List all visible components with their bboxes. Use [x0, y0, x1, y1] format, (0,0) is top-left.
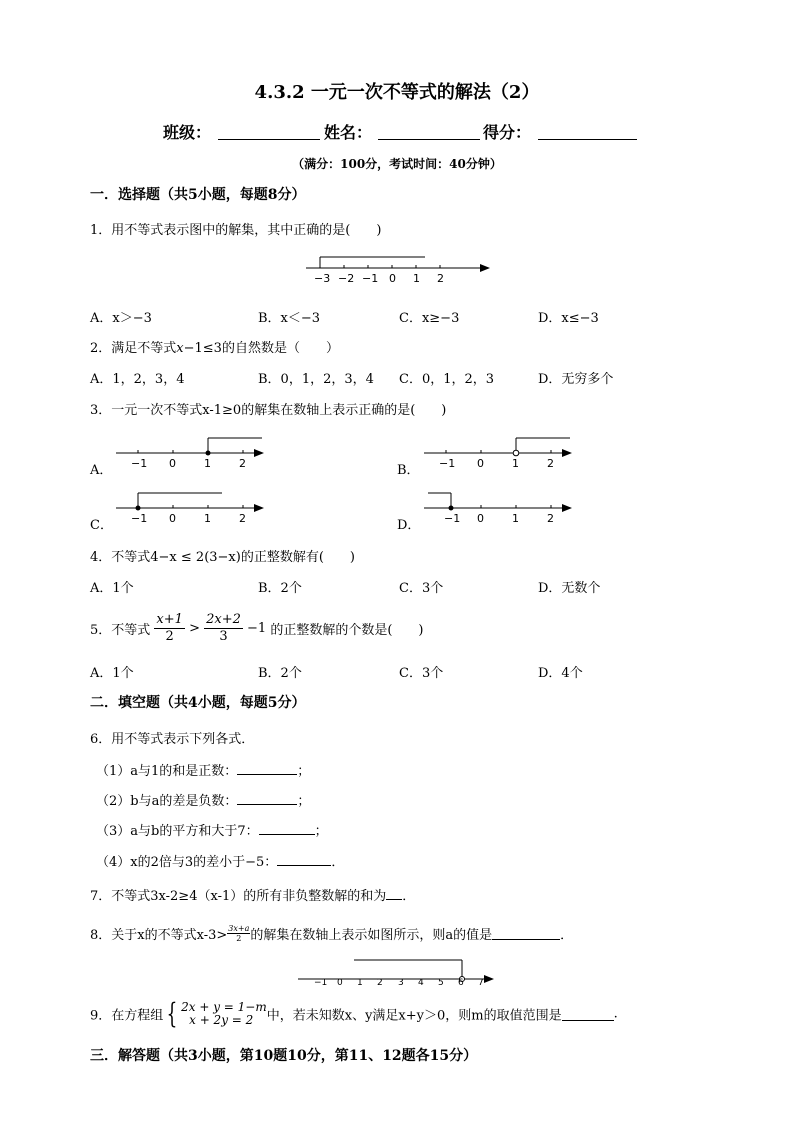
tick-label: −1 — [362, 272, 379, 285]
q5-option-b[interactable]: B．2个 — [258, 666, 302, 681]
q5-stem — [90, 612, 424, 645]
section2-heading: 二．填空题（共4小题，每题5分） — [90, 695, 306, 711]
q5-frac1-den: 2 — [165, 629, 174, 644]
q8-fraction — [227, 924, 250, 943]
q6-item-3 — [96, 820, 328, 839]
name-label: 姓名： — [324, 123, 373, 142]
q1-option-d[interactable]: D．x≤−3 — [538, 311, 599, 326]
q6-item-2 — [96, 790, 310, 809]
tick-label: 1 — [357, 978, 363, 988]
q8-end: ． — [560, 928, 574, 943]
score-label: 得分： — [483, 123, 532, 142]
tick-label: 0 — [477, 512, 484, 525]
q7-end: ． — [402, 889, 416, 904]
q6-item-3-blank[interactable] — [259, 822, 315, 835]
q8-stem — [90, 924, 573, 943]
q6-item-1-end: ； — [297, 764, 311, 779]
closed-dot — [449, 506, 454, 511]
q6-item-4-text: （4）x的2倍与3的差小于−5： — [96, 855, 278, 870]
axis-arrow — [562, 504, 572, 512]
q4-option-d[interactable]: D．无数个 — [538, 581, 601, 596]
closed-dot — [206, 451, 211, 456]
tick-label: 0 — [337, 978, 343, 988]
q8-number-line — [292, 953, 502, 989]
q2-option-a[interactable]: A．1，2，3，4 — [90, 372, 185, 387]
tick-label: −2 — [338, 272, 355, 285]
q2-option-b[interactable]: B．0，1，2，3，4 — [258, 372, 374, 387]
open-dot — [513, 450, 519, 456]
score-field[interactable] — [538, 122, 637, 140]
tick-label: 0 — [389, 272, 396, 285]
axis-arrow — [484, 975, 494, 983]
tick-label: −1 — [444, 512, 461, 525]
q3-option-d[interactable]: D． — [397, 518, 421, 533]
q6-item-1 — [96, 760, 310, 779]
tick-label: −1 — [439, 457, 456, 470]
tick-label: 2 — [239, 457, 246, 470]
q5-gt: > — [189, 621, 200, 636]
tick-label: 2 — [547, 457, 554, 470]
q6-item-2-text: （2）b与a的差是负数： — [96, 794, 238, 809]
tick-label: 2 — [547, 512, 554, 525]
q9-stem-prefix: 9．在方程组 — [90, 1008, 164, 1024]
q6-item-3-end: ； — [314, 824, 328, 839]
tick-label: 6 — [458, 978, 464, 988]
q9-eq2: x + 2y = 2 — [189, 1013, 254, 1027]
q7-stem-text: 7．不等式3x-2≥4（x-1）的所有非负整数解的和为 — [90, 889, 387, 904]
q4-option-a[interactable]: A．1个 — [90, 581, 134, 596]
tick-label: 1 — [204, 457, 211, 470]
q9-system — [181, 1001, 267, 1027]
q4-stem: 4．不等式4−x ≤ 2(3−x)的正整数解有( ) — [90, 550, 355, 565]
tick-label: 1 — [204, 512, 211, 525]
exam-note: （满分：100分，考试时间：40分钟） — [292, 157, 502, 171]
q6-item-4-blank[interactable] — [277, 853, 331, 866]
q8-stem-prefix: 8．关于x的不等式x-3> — [90, 928, 228, 943]
q6-item-1-blank[interactable] — [237, 762, 297, 775]
q2-option-c[interactable]: C．0，1，2，3 — [399, 372, 495, 387]
q3-option-b[interactable]: B． — [397, 463, 420, 478]
tick-label: 1 — [512, 457, 519, 470]
tick-label: 1 — [413, 272, 420, 285]
q5-stem-suffix: 的正整数解的个数是( ) — [270, 623, 424, 638]
q7-blank[interactable] — [386, 887, 402, 900]
tick-label: 0 — [169, 512, 176, 525]
q6-stem: 6．用不等式表示下列各式． — [90, 732, 255, 747]
q4-option-c[interactable]: C．3个 — [399, 581, 444, 596]
q8-frac-den: 2 — [236, 934, 242, 943]
page-title: 4.3.2 一元一次不等式的解法（2） — [254, 82, 540, 103]
q6-item-4 — [96, 851, 344, 870]
axis-arrow — [480, 264, 490, 272]
q8-blank[interactable] — [492, 927, 560, 940]
tick-label: −1 — [131, 512, 148, 525]
q3-c-number-line — [112, 487, 272, 527]
q1-option-b[interactable]: B．x＜−3 — [258, 311, 321, 326]
q1-option-a[interactable]: A．x＞−3 — [90, 311, 152, 326]
q9-stem — [90, 997, 618, 1030]
q2-option-d[interactable]: D．无穷多个 — [538, 372, 614, 387]
tick-label: 7 — [478, 978, 484, 988]
q2-stem-math: x — [176, 341, 184, 356]
tick-label: 2 — [377, 978, 383, 988]
tick-label: 4 — [418, 978, 424, 988]
class-field[interactable] — [218, 122, 320, 140]
q2-stem-suffix: −1≤3的自然数是（ ） — [183, 341, 339, 356]
q3-stem: 3．一元一次不等式x-1≥0的解集在数轴上表示正确的是( ) — [90, 403, 447, 418]
q1-option-c[interactable]: C．x≥−3 — [399, 311, 460, 326]
q8-stem-suffix: 的解集在数轴上表示如图所示，则a的值是 — [250, 928, 493, 943]
q2-stem — [90, 337, 339, 356]
q5-minus: −1 — [247, 621, 267, 636]
q5-stem-prefix: 5．不等式 — [90, 623, 151, 638]
tick-label: 0 — [477, 457, 484, 470]
q3-option-a[interactable]: A． — [90, 463, 113, 478]
tick-label: −1 — [131, 457, 148, 470]
q5-fraction-1 — [154, 612, 185, 645]
tick-label: −1 — [314, 978, 328, 988]
q5-option-c[interactable]: C．3个 — [399, 666, 444, 681]
name-field[interactable] — [378, 122, 480, 140]
q9-blank[interactable] — [562, 1008, 614, 1021]
q5-frac1-num: x+1 — [156, 612, 183, 627]
axis-arrow — [254, 504, 264, 512]
q3-b-number-line — [420, 432, 580, 472]
tick-label: 0 — [169, 457, 176, 470]
tick-label: −3 — [314, 272, 331, 285]
q9-stem-suffix: 中，若未知数x、y满足x+y＞0，则m的取值范围是 — [266, 1008, 562, 1024]
class-label: 班级： — [163, 123, 212, 142]
q7-stem — [90, 885, 415, 904]
q2-stem-prefix: 2．满足不等式 — [90, 341, 177, 356]
section3-heading: 三．解答题（共3小题，第10题10分，第11、12题各15分） — [90, 1048, 478, 1064]
q5-option-d[interactable]: D．4个 — [538, 666, 583, 681]
q6-item-3-text: （3）a与b的平方和大于7： — [96, 824, 259, 839]
q3-a-number-line — [112, 432, 272, 472]
q5-frac2-num: 2x+2 — [206, 612, 241, 627]
q6-item-1-text: （1）a与1的和是正数： — [96, 764, 238, 779]
tick-label: 5 — [438, 978, 444, 988]
q5-option-a[interactable]: A．1个 — [90, 666, 134, 681]
q9-eq1: 2x + y = 1−m — [181, 1000, 267, 1014]
tick-label: 2 — [437, 272, 444, 285]
q5-fraction-2 — [204, 612, 243, 645]
tick-label: 3 — [398, 978, 404, 988]
q1-number-line — [300, 252, 500, 286]
q3-option-c[interactable]: C． — [90, 518, 113, 533]
q8-frac-num: 3x+a — [228, 924, 250, 933]
axis-arrow — [562, 449, 572, 457]
q9-brace: { — [166, 997, 178, 1030]
axis-arrow — [254, 449, 264, 457]
q6-item-2-end: ； — [297, 794, 311, 809]
q4-option-b[interactable]: B．2个 — [258, 581, 302, 596]
section1-heading: 一．选择题（共5小题，每题8分） — [90, 187, 306, 203]
q1-stem: 1．用不等式表示图中的解集，其中正确的是( ) — [90, 223, 382, 238]
q9-end: . — [613, 1006, 618, 1022]
q3-d-number-line — [420, 487, 580, 527]
q6-item-4-end: ． — [331, 855, 345, 870]
closed-dot — [136, 506, 141, 511]
tick-label: 2 — [239, 512, 246, 525]
q5-frac2-den: 3 — [219, 629, 228, 644]
tick-label: 1 — [512, 512, 519, 525]
q6-item-2-blank[interactable] — [237, 792, 297, 805]
